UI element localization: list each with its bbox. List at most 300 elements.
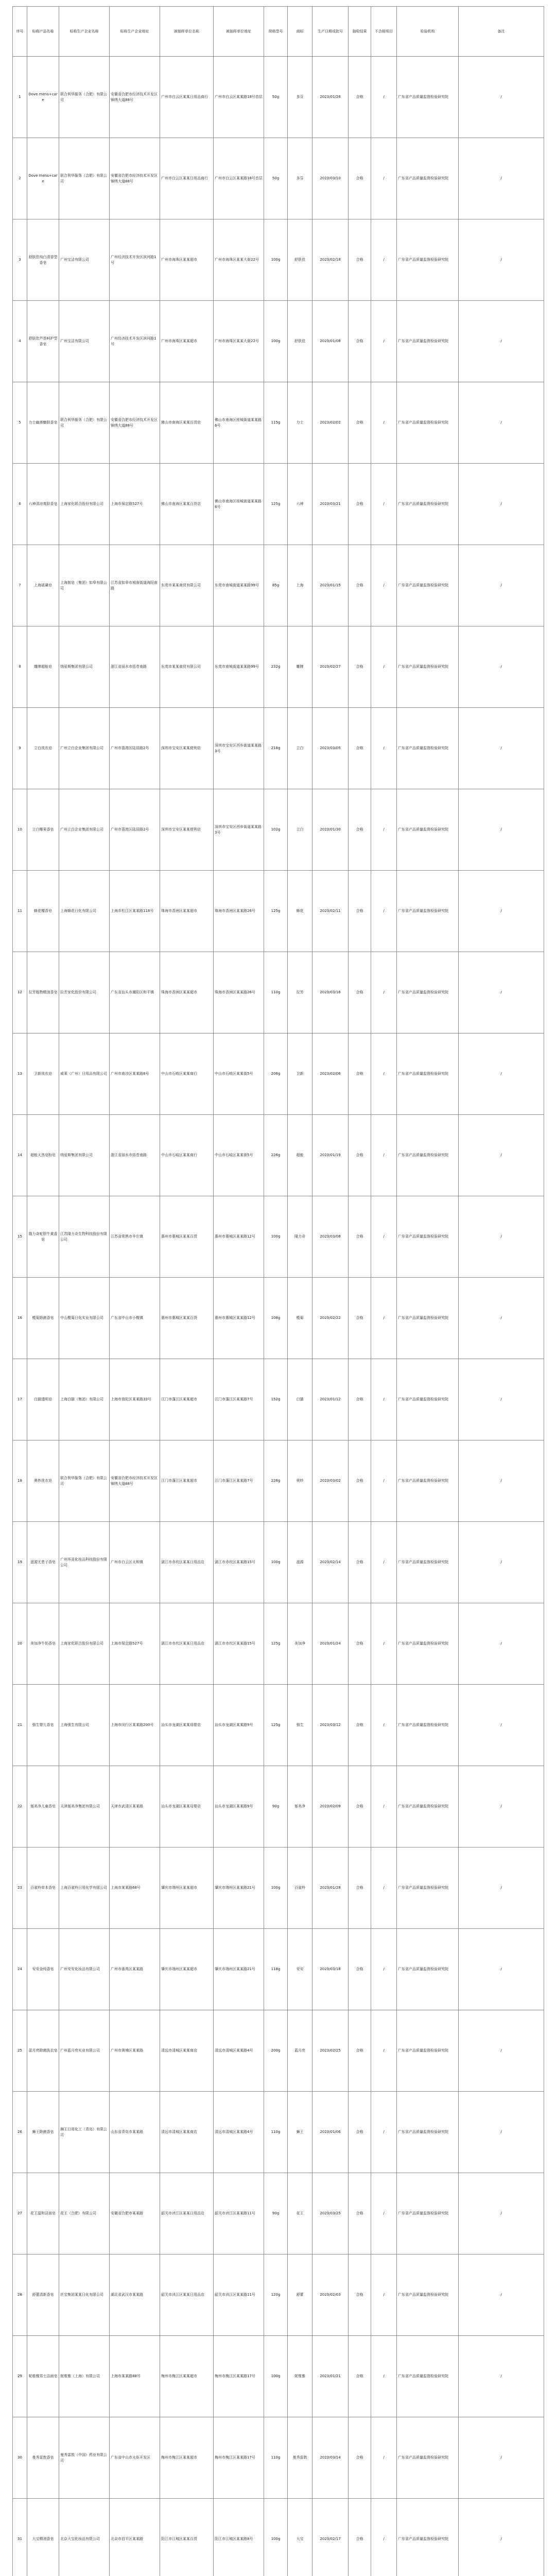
table-cell: 2023/01/08 (312, 301, 349, 382)
table-cell: / (459, 301, 544, 382)
table-cell: 100g (264, 219, 288, 301)
table-cell: 上海市闵行区某某路200号 (110, 1685, 160, 1766)
table-cell: 广州安安化妆品有限公司 (59, 1929, 110, 2010)
table-cell: 广东省产品质量监督检验研究院 (397, 1766, 459, 1848)
table-cell: 力士 (288, 382, 312, 464)
table-cell: 合格 (349, 301, 371, 382)
table-cell: 118g (264, 1929, 288, 2010)
table-cell: 安安 (288, 1929, 312, 2010)
table-cell: 上海百雀羚日用化学有限公司 (59, 1848, 110, 1929)
table-row (13, 57, 544, 138)
table-cell: 120g (264, 2255, 288, 2336)
table-cell: / (371, 1522, 397, 1603)
table-row (13, 626, 544, 708)
table-cell: 肇庆市端州区某某路21号 (214, 1848, 264, 1929)
table-cell: 2023/01/28 (312, 1848, 349, 1929)
table-cell: 广州经济技术开发区滨河路1号 (110, 219, 160, 301)
table-cell: 广东省产品质量监督检验研究院 (397, 301, 459, 382)
table-cell: 广东省产品质量监督检验研究院 (397, 1929, 459, 2010)
table-cell: 2023/03/14 (312, 2417, 349, 2499)
table-cell: / (371, 1766, 397, 1848)
table-cell: / (459, 1440, 544, 1522)
table-cell: 东莞市某某商贸有限公司 (160, 626, 214, 708)
table-cell: 安徽省合肥市经济技术开发区锦绣大道88号 (110, 1440, 160, 1522)
table-cell: / (459, 2417, 544, 2499)
table-cell: 美加净 (288, 1603, 312, 1685)
table-cell: 2023/03/02 (312, 1440, 349, 1522)
table-cell: 立白洗衣皂 (27, 708, 59, 789)
table-cell: 2023/02/02 (312, 382, 349, 464)
table-cell: 六神清凉爽肤香皂 (27, 464, 59, 545)
table-cell: 24 (13, 1929, 27, 2010)
table-cell: 21 (13, 1685, 27, 1766)
table-cell: 北京大宝化妆品有限公司 (59, 2499, 110, 2576)
table-cell: 汕头市龙湖区某某母婴店 (160, 1685, 214, 1766)
table-cell: 上海家化联合股份有限公司 (59, 1603, 110, 1685)
table-cell: / (371, 2336, 397, 2417)
table-cell: 安徽省合肥市经济技术开发区锦绣大道88号 (110, 382, 160, 464)
table-cell: 2023/03/16 (312, 952, 349, 1033)
table-cell: 2023/01/06 (312, 2092, 349, 2173)
table-cell: 90g (264, 2173, 288, 2255)
table-cell: 湛江市赤坎区某某日用品店 (160, 1603, 214, 1685)
table-cell: 9 (13, 708, 27, 789)
table-cell: 2023/01/26 (312, 57, 349, 138)
table-cell: 珠海市香洲区某某路26号 (214, 952, 264, 1033)
table-cell: 10 (13, 789, 27, 871)
table-row (13, 1359, 544, 1440)
table-cell: 汕头市龙湖区某某路9号 (214, 1766, 264, 1848)
table-cell: 佛山市南海区桂城街道某某路6号 (214, 382, 264, 464)
table-cell: 强生 (288, 1685, 312, 1766)
table-cell: 合格 (349, 2255, 371, 2336)
table-cell: 广东省产品质量监督检验研究院 (397, 708, 459, 789)
table-cell: 23 (13, 1848, 27, 1929)
table-cell: 125g (264, 464, 288, 545)
table-cell: 合格 (349, 708, 371, 789)
table-row (13, 1115, 544, 1196)
table-cell: 85g (264, 545, 288, 626)
table-cell: 广州立白企业集团有限公司 (59, 708, 110, 789)
table-cell: 合格 (349, 1603, 371, 1685)
table-cell: 江门市蓬江区某某超市 (160, 1359, 214, 1440)
table-cell: 佛山市南海区桂城街道某某路6号 (214, 464, 264, 545)
table-cell: 合格 (349, 2010, 371, 2092)
table-cell: 广州市番禺区某某路 (110, 1929, 160, 2010)
table-cell: / (371, 1115, 397, 1196)
table-cell: 110g (264, 2417, 288, 2499)
table-cell: 31 (13, 2499, 27, 2576)
table-cell: 226g (264, 1440, 288, 1522)
table-cell: 上海市保定路527号 (110, 1603, 160, 1685)
table-row (13, 1603, 544, 1685)
table-cell: 226g (264, 1115, 288, 1196)
table-cell: / (371, 138, 397, 219)
table-cell: / (371, 2010, 397, 2092)
table-cell: 广州市白云区某某日用品商行 (160, 138, 214, 219)
table-cell: 广州市海珠区某某大街22号 (214, 301, 264, 382)
column-header: 标称生产企业名称 (59, 7, 110, 57)
table-cell: 广州市白云区某某日用品商行 (160, 57, 214, 138)
table-cell: 12 (13, 952, 27, 1033)
table-row (13, 2255, 544, 2336)
table-cell: 合格 (349, 1522, 371, 1603)
table-cell: 广东省产品质量监督检验研究院 (397, 545, 459, 626)
table-cell: 合格 (349, 138, 371, 219)
table-cell: 湖北省武汉市某某路 (110, 2255, 160, 2336)
table-cell: 广州市南沙区某某路8号 (110, 1033, 160, 1115)
table-cell: 广东省产品质量监督检验研究院 (397, 1685, 459, 1766)
table-cell: 丝宝集团某某日化有限公司 (59, 2255, 110, 2336)
table-cell: 广东省产品质量监督检验研究院 (397, 2417, 459, 2499)
table-row (13, 1522, 544, 1603)
table-cell: 206g (264, 1033, 288, 1115)
table-cell: 合格 (349, 2499, 371, 2576)
table-cell: 佛山市南海区某某百货店 (160, 464, 214, 545)
table-cell: / (371, 1685, 397, 1766)
table-cell: 广州经济技术开发区滨河路1号 (110, 301, 160, 382)
table-cell: 合格 (349, 2336, 371, 2417)
table-cell: 隆力奇蛇胆牛黄香皂 (27, 1196, 59, 1278)
table-cell: 广东省产品质量监督检验研究院 (397, 219, 459, 301)
table-cell: 上海市某某路68号 (110, 1848, 160, 1929)
table-row (13, 871, 544, 952)
table-cell: 珠海市香洲区某某超市 (160, 952, 214, 1033)
table-cell: 肇庆市端州区某某路21号 (214, 1929, 264, 2010)
table-cell: / (459, 2092, 544, 2173)
table-cell: 广州环亚化妆品科技股份有限公司 (59, 1522, 110, 1603)
table-cell: Dove mens+care (27, 57, 59, 138)
table-cell: 花王（合肥）有限公司 (59, 2173, 110, 2255)
table-cell: 联合利华服务（合肥）有限公司 (59, 382, 110, 464)
table-cell: 广东省产品质量监督检验研究院 (397, 789, 459, 871)
table-cell: 拉芳 (288, 952, 312, 1033)
table-cell: 妮维雅（上海）有限公司 (59, 2336, 110, 2417)
table-row (13, 545, 544, 626)
table-cell: / (371, 1603, 397, 1685)
table-cell: 2023/01/21 (312, 2336, 349, 2417)
table-cell: 上海硫磺皂 (27, 545, 59, 626)
table-cell: 榄菊 (288, 1278, 312, 1359)
table-cell: / (459, 464, 544, 545)
table-cell: 江苏省常熟市辛庄镇 (110, 1196, 160, 1278)
table-cell: 安安金纯香皂 (27, 1929, 59, 2010)
table-cell: 广东省产品质量监督检验研究院 (397, 464, 459, 545)
table-cell: 妮维雅 (288, 2336, 312, 2417)
table-cell: 100g (264, 1848, 288, 1929)
table-cell: 力士幽莲魅肤香皂 (27, 382, 59, 464)
table-cell: 合格 (349, 1115, 371, 1196)
table-cell: 合格 (349, 871, 371, 952)
table-row (13, 1033, 544, 1115)
table-cell: 2023/02/17 (312, 2499, 349, 2576)
table-cell: 韶关市浈江区某某路11号 (214, 2173, 264, 2255)
table-cell: 广东省产品质量监督检验研究院 (397, 1522, 459, 1603)
table-cell: 2023/01/24 (312, 1603, 349, 1685)
table-cell: / (371, 1033, 397, 1115)
table-cell: 29 (13, 2336, 27, 2417)
table-cell: 拉芳植物精油香皂 (27, 952, 59, 1033)
table-cell: / (371, 1440, 397, 1522)
table-cell: 舒肤佳 (288, 219, 312, 301)
table-cell: 汕头市龙湖区某某母婴店 (160, 1766, 214, 1848)
table-cell: 上海市普陀区某某路33号 (110, 1359, 160, 1440)
table-cell: 卫新 (288, 1033, 312, 1115)
table-cell: / (371, 2255, 397, 2336)
column-header: 抽检结果 (349, 7, 371, 57)
table-row (13, 789, 544, 871)
table-cell: 广州蓝月亮实业有限公司 (59, 2010, 110, 2092)
table-cell: 惠州市惠城区某某路12号 (214, 1278, 264, 1359)
table-cell: / (371, 952, 397, 1033)
table-cell: / (459, 952, 544, 1033)
table-cell: 惠州市惠城区某某百货 (160, 1196, 214, 1278)
table-cell: 50g (264, 57, 288, 138)
table-cell: 232g (264, 626, 288, 708)
table-cell: 2023/03/05 (312, 708, 349, 789)
table-cell: 广东省产品质量监督检验研究院 (397, 952, 459, 1033)
table-cell: 1 (13, 57, 27, 138)
table-cell: 合格 (349, 1440, 371, 1522)
table-cell: 合格 (349, 1196, 371, 1278)
table-cell: / (459, 1359, 544, 1440)
table-row (13, 382, 544, 464)
table-cell: 舒蕾 (288, 2255, 312, 2336)
table-cell: 梅州市梅江区某某超市 (160, 2417, 214, 2499)
table-cell: 狮王 (288, 2092, 312, 2173)
table-cell: / (459, 708, 544, 789)
table-cell: 狮王日用化工（青岛）有限公司 (59, 2092, 110, 2173)
table-cell: 13 (13, 1033, 27, 1115)
table-cell: / (459, 219, 544, 301)
table-cell: 超能 (288, 1115, 312, 1196)
table-cell: 4 (13, 301, 27, 382)
table-cell: 110g (264, 952, 288, 1033)
table-cell: 清远市清城区某某商店 (160, 2010, 214, 2092)
table-cell: 100g (264, 1522, 288, 1603)
table-cell: 27 (13, 2173, 27, 2255)
table-cell: 广东省产品质量监督检验研究院 (397, 626, 459, 708)
table-cell: 郁美净儿童香皂 (27, 1766, 59, 1848)
table-cell: 中山市石岐区某某商行 (160, 1033, 214, 1115)
table-cell: 合格 (349, 545, 371, 626)
table-cell: 广东省产品质量监督检验研究院 (397, 1359, 459, 1440)
table-cell: 合格 (349, 1929, 371, 2010)
table-cell: 大宝精油香皂 (27, 2499, 59, 2576)
table-cell: 上海制皂（集团）如皋有限公司 (59, 545, 110, 626)
table-cell: 拉芳家化股份有限公司 (59, 952, 110, 1033)
table-cell: 19 (13, 1522, 27, 1603)
table-cell: 广东省中山市小榄镇 (110, 1278, 160, 1359)
table-cell: / (459, 382, 544, 464)
table-cell: / (371, 382, 397, 464)
table-cell: / (371, 626, 397, 708)
table-cell: 广州市海珠区某某超市 (160, 219, 214, 301)
table-cell: 16 (13, 1278, 27, 1359)
table-cell: 合格 (349, 1278, 371, 1359)
table-row (13, 301, 544, 382)
table-cell: 威莱（广州）日用品有限公司 (59, 1033, 110, 1115)
table-cell: 上海市保定路527号 (110, 464, 160, 545)
table-cell: 上海蜂花日化有限公司 (59, 871, 110, 952)
table-cell: 浙江省丽水市括苍南路 (110, 1115, 160, 1196)
table-cell: 湛江市赤坎区某某日用品店 (160, 1522, 214, 1603)
table-cell: 22 (13, 1766, 27, 1848)
table-cell: 广东省产品质量监督检验研究院 (397, 2499, 459, 2576)
table-cell: / (459, 2010, 544, 2092)
table-cell: 中山市石岐区某某街5号 (214, 1033, 264, 1115)
table-cell: 125g (264, 1603, 288, 1685)
table-cell: 广东省产品质量监督检验研究院 (397, 382, 459, 464)
table-cell: 梅州市梅江区某某路17号 (214, 2417, 264, 2499)
table-cell: 合格 (349, 1766, 371, 1848)
table-cell: 深圳市宝安区西乡街道某某路3号 (214, 789, 264, 871)
table-cell: 11 (13, 871, 27, 952)
table-cell: / (371, 2173, 397, 2255)
table-cell: 26 (13, 2092, 27, 2173)
table-cell: / (459, 1848, 544, 1929)
table-cell: 14 (13, 1115, 27, 1196)
table-cell: 江门市蓬江区某某路7号 (214, 1359, 264, 1440)
table-cell: 舒肤佳纯白清香型香皂 (27, 219, 59, 301)
table-header-row (13, 7, 544, 57)
table-cell: 28 (13, 2255, 27, 2336)
table-cell: / (371, 708, 397, 789)
table-cell: 上海白猫（集团）有限公司 (59, 1359, 110, 1440)
table-cell: 安徽省合肥市经济技术开发区锦绣大道88号 (110, 57, 160, 138)
table-cell: 合格 (349, 1033, 371, 1115)
table-cell: 曼秀雷敦 (288, 2417, 312, 2499)
table-cell: 榄菊除菌香皂 (27, 1278, 59, 1359)
table-cell: 广东省产品质量监督检验研究院 (397, 1603, 459, 1685)
table-cell: 隆力奇 (288, 1196, 312, 1278)
table-cell: 广东省产品质量监督检验研究院 (397, 2173, 459, 2255)
table-cell: 102g (264, 789, 288, 871)
table-cell: 2023/02/27 (312, 626, 349, 708)
table-row (13, 1278, 544, 1359)
table-cell: 肇庆市端州区某某超市 (160, 1929, 214, 2010)
table-cell: 广州市白云区太和镇 (110, 1522, 160, 1603)
table-cell: / (371, 464, 397, 545)
table-cell: 白猫透明皂 (27, 1359, 59, 1440)
column-header: 检验机构 (397, 7, 459, 57)
table-cell: / (459, 1522, 544, 1603)
table-cell: 广州市海珠区某某大街22号 (214, 219, 264, 301)
table-cell: / (459, 57, 544, 138)
table-cell: 2023/02/06 (312, 1033, 349, 1115)
table-cell: 清远市清城区某某路4号 (214, 2092, 264, 2173)
table-cell: 100g (264, 2499, 288, 2576)
table-cell: / (459, 545, 544, 626)
table-cell: 蓝月亮 (288, 2010, 312, 2092)
table-cell: 广东省产品质量监督检验研究院 (397, 2255, 459, 2336)
table-cell: 深圳市宝安区某某便利店 (160, 789, 214, 871)
table-body (13, 57, 544, 2576)
table-row (13, 1848, 544, 1929)
table-cell: / (459, 1196, 544, 1278)
table-cell: 17 (13, 1359, 27, 1440)
table-cell: 合格 (349, 2092, 371, 2173)
table-cell: 天津市武清区某某路 (110, 1766, 160, 1848)
table-cell: / (459, 1929, 544, 2010)
column-header: 标称产品名称 (27, 7, 59, 57)
table-row (13, 1929, 544, 2010)
table-cell: 湛江市赤坎区某某路15号 (214, 1522, 264, 1603)
column-header: 规格型号 (264, 7, 288, 57)
table-cell: / (459, 1766, 544, 1848)
table-cell: 六神 (288, 464, 312, 545)
table-row (13, 708, 544, 789)
table-row (13, 1440, 544, 1522)
table-cell: 3 (13, 219, 27, 301)
table-cell: 25 (13, 2010, 27, 2092)
table-cell: 7 (13, 545, 27, 626)
table-cell: 珠海市香洲区某某路26号 (214, 871, 264, 952)
table-cell: / (459, 789, 544, 871)
table-cell: 梅州市梅江区某某路17号 (214, 2336, 264, 2417)
table-cell: / (371, 219, 397, 301)
table-cell: 佛山市南海区某某百货店 (160, 382, 214, 464)
table-cell: 合格 (349, 382, 371, 464)
table-row (13, 2499, 544, 2576)
table-cell: 广州市白云区某某路18号首层 (214, 57, 264, 138)
table-row (13, 1196, 544, 1278)
table-cell: / (371, 2092, 397, 2173)
table-cell: 蜂花檀香皂 (27, 871, 59, 952)
table-cell: 舒肤佳 (288, 301, 312, 382)
table-cell: 滋源 (288, 1522, 312, 1603)
table-cell: 韶关市浈江区某某日用品店 (160, 2173, 214, 2255)
table-cell: 15 (13, 1196, 27, 1278)
table-cell: 东莞市南城街道某某路99号 (214, 626, 264, 708)
table-cell: 江苏省如皋市城南街道海阳南路 (110, 545, 160, 626)
table-cell: / (459, 871, 544, 952)
table-cell: 合格 (349, 2417, 371, 2499)
table-cell: 合格 (349, 1359, 371, 1440)
table-cell: 阳江市江城区某某路8号 (214, 2499, 264, 2576)
table-cell: 北京市昌平区某某路 (110, 2499, 160, 2576)
table-cell: 合格 (349, 464, 371, 545)
table-row (13, 219, 544, 301)
table-cell: 2023/01/15 (312, 545, 349, 626)
table-cell: / (459, 1278, 544, 1359)
table-cell: 合格 (349, 1685, 371, 1766)
table-cell: 2023/02/11 (312, 871, 349, 952)
table-cell: 中山市石岐区某某商行 (160, 1115, 214, 1196)
table-cell: 联合利华服务（合肥）有限公司 (59, 138, 110, 219)
table-cell: / (459, 2173, 544, 2255)
table-cell: 广州市荔湾区陆居路2号 (110, 708, 160, 789)
table-cell: 曼秀雷敦香皂 (27, 2417, 59, 2499)
table-cell: 125g (264, 1685, 288, 1766)
table-cell: 韶关市浈江区某某路11号 (214, 2255, 264, 2336)
table-cell: 合格 (349, 1848, 371, 1929)
table-cell: / (459, 1115, 544, 1196)
table-cell: 珠海市香洲区某某超市 (160, 871, 214, 952)
table-cell: 广州市黄埔区某某路 (110, 2010, 160, 2092)
table-cell: 100g (264, 2336, 288, 2417)
table-cell: 花王 (288, 2173, 312, 2255)
table-row (13, 1685, 544, 1766)
table-cell: / (459, 138, 544, 219)
table-cell: 天津郁美净集团有限公司 (59, 1766, 110, 1848)
table-row (13, 2417, 544, 2499)
table-row (13, 1766, 544, 1848)
table-cell: 广州市白云区某某路18号首层 (214, 138, 264, 219)
table-cell: 中山榄菊日化实业有限公司 (59, 1278, 110, 1359)
column-header: 标称生产企业地址 (110, 7, 160, 57)
table-cell: / (459, 2336, 544, 2417)
